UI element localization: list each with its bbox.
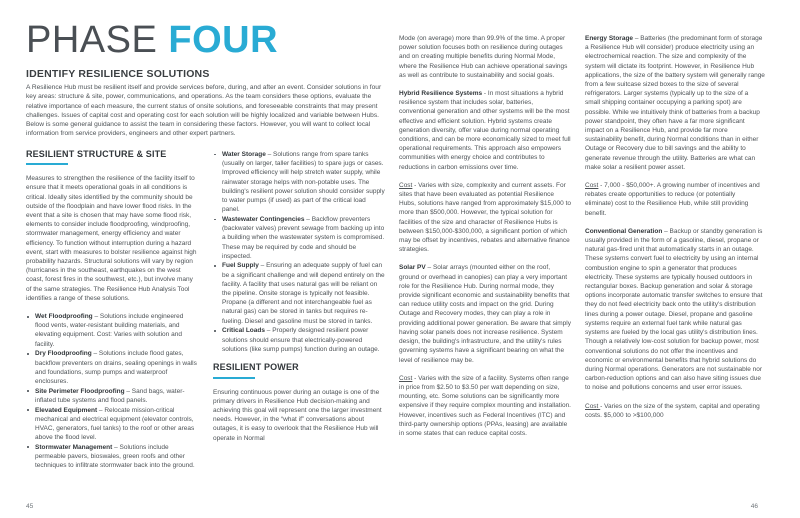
item-text: – Sand bags, water-inflated tube systems and flood panels. [35,387,185,404]
section-heading-power: RESILIENT POWER [213,362,299,373]
list-item [213,215,385,261]
power-entry-hybrid [399,89,571,172]
section-rule [213,377,255,379]
cost-text: - 7,000 - $50,000+. A growing number of incentives and rebates create opportunities to reduce (or potentially eliminate) cost to the Resilience Hub, while still providing benefit. [585,182,760,217]
list-item [26,387,198,405]
item-term: Site Perimeter Floodproofing [35,387,125,395]
page-title-accent: FOUR [168,19,279,61]
power-entry-conventional [585,227,765,393]
cost-text: - Varies with the size of a facility. Systems often range in price from $2.50 to $3.50 per watt depending on size, mounting, etc. Some solutions can be significantly more expensive if they require complex mounting and installation. However, incentives such as Federal Incentives (ITC) and third-party ownership options (PPAs, leasing) are available in some states that can reduce capital costs. [399,374,571,437]
list-item [213,261,385,325]
power-entry-solar [399,263,571,364]
power-entry-conventional-cost [585,402,765,420]
item-text: – Properly designed resilient power solutions should ensure that electrically-powered solutions (like sump pumps) function during an outage. [222,327,380,353]
power-entry-hybrid-cost [399,181,571,255]
item-text: – Solutions include engineered flood vents, water-resistant building materials, and elevating equipment. Cost: Varies with solution and facility. [35,313,184,348]
item-term: Fuel Supply [222,262,259,270]
power-entry-storage-cost [585,181,765,218]
entry-term: Solar PV [399,264,426,272]
column-2 [213,150,385,443]
cost-text: - Varies on the size of the system, capital and operating costs. $5,000 to >$100,000 [585,402,760,419]
entry-body: – Solar arrays (mounted either on the roof, ground or overhead in canopies) can play a very important role for the Resilience Hub. During normal mode, they provide significant economic and sustainability benefits that can reduce utility costs and impact on the grid. During Outage and Recovery modes, they can play a role in providing additional power generation. Be aware that simply having solar panels does not increase resilience. System design, the building's infrastructure, and the utility's rules governing systems have a significant bearing on what the level of resilience may be. [399,264,571,364]
item-text: – Ensuring an adequate supply of fuel can be a significant challenge and will depend entirely on the facility. A facility that uses natural gas will be reliant on the pipeline. Onsite storage is typically not feasible. Propane (a different and not interchangeable fuel as natural gas) can be stored in tanks but requires re-fueling. Diesel and gasoline must be stored in tanks. [222,262,385,325]
power-intro-part-a: Ensuring continuous power during an outage is one of the primary drivers in Resilience Hub decision-making and achieving this goal will represent one the larger investment needs. However, in the “what if” conversations about outages, it is easy to overlook that the Resilience Hub will operate in Normal [213,388,382,442]
item-term: Dry Floodproofing [35,350,92,358]
list-item [26,312,198,349]
structure-bullets-col1 [26,312,198,470]
page-title-main: PHASE [26,19,158,61]
item-text: – Solutions include permeable pavers, bioswales, green roofs and other techniques to infiltrate stormwater back into the ground. [35,443,195,470]
section-heading-structure: RESILIENT STRUCTURE & SITE [26,149,167,159]
cost-text: - Varies with size, complexity and current assets. For sites that have been evaluated as potential Resilience Hubs, solutions have ranged from approximately $15,000 to more than $500,000. However, the typical solution for facilities of the size and character of Resilience Hubs is between $150,000-$300,000, a significant portion of which may be offset by incentives, rebates and alternative finance strategies. [399,181,571,254]
structure-bullets-col2 [213,150,385,354]
item-term: Wastewater Contingencies [222,215,305,223]
cost-label: Cost [585,182,599,190]
item-term: Wet Floodproofing [35,313,93,321]
power-intro-part-b: Mode (on average) more than 99.9% of the time. A proper power solution focuses both on resilience during outages and on creating multiple benefits during Normal Mode, where the Resilience Hub can achieve operational savings as well as contribute to sustainability and social goals. [399,35,568,79]
page-number-right: 46 [750,503,758,510]
list-item [26,406,198,443]
structure-intro: Measures to strengthen the resilience of the facility itself to ensure that it meets operational goals in all conditions is critical. Ideally sites identified by the community should be outside of the floodplain and have lower flood risks. In the event that a site is chosen that may have some flood risk, elements to consider include floodproofing, windproofing, stormwater management, energy efficiency and water efficiency. To function without interruption during a hazard event, start with measures to bolster resilience against high probability hazards. Structural solutions will vary by region (hurricanes in the southeast, earthquakes on the west coast, forest fires in the southwest, etc.), but involve many of the same strategies. The Resilience Hub Analysis Tool identifies a range of these solutions. [26,175,197,302]
cost-label: Cost [399,181,413,189]
entry-body: – Backup or standby generation is usually provided in the form of a gasoline, diesel, propane or natural gas-fired unit that automatically starts in an outage. These systems convert fuel to electricity by using an internal combustion engine to spin a generator that produces electricity. These systems are typically housed outdoors in rectangular boxes. Backup generation and solar & storage options incorporate automatic transfer switches to ensure that they do not feed electricity back onto the utility's distribution lines during a power outage. Diesel, propane and gasoline systems require an external fuel tank while natural gas systems are fueled by the local gas utility's distribution lines. Though a relatively low-cost solution for backup power, most conventional solutions do not offer the incentives and economic or environmental benefits that hybrid solutions do during Normal operations. Generators are not sustainable nor carbon-reduction options and can also have siting issues due to noise and pollutions concerns and user error issues. [585,227,763,392]
entry-body: – Batteries (the predominant form of storage a Resilience Hub will consider) produce electricity using an electrochemical reaction. The size and complexity of the system will dictate its footprint. However, in Resilience Hub applications, the size of the battery system will generally range from a few suitcase sized boxes to the size of several refrigerators. Larger systems (typically up to the size of a small shipping container occupying a parking spot) are possible. While we intuitively think of batteries from a backup power standpoint, they often have a far more significant impact on a Resilience Hub, and provide far more sustainability benefit, during Normal conditions than in either Outage or Recovery due to bill savings and the ability to generate revenue through the utility. Batteries are what can make solar a resilient power asset. [585,35,765,171]
column-3 [399,34,571,438]
entry-term: Energy Storage [585,35,634,42]
item-term: Water Storage [222,151,266,158]
item-text: – Relocate mission-critical mechanical and electrical equipment (elevator controls, HVAC, generators, fuel tanks) to the roof or other areas above the flood level. [35,406,195,442]
cost-label: Cost [585,402,601,410]
item-term: Stormwater Management [35,443,113,451]
list-item [213,150,385,214]
list-item [26,349,198,386]
entry-body: - In most situations a hybrid resilience system that includes solar, batteries, conventional generation and other systems will be the most effective and efficient solution. Hybrid systems create generation diversity, offer value during normal operating conditions, and can be more economically sized to meet full operational requirements. This approach also empowers communities with energy choice and contributes to reductions in carbon emissions over time. [399,90,571,171]
item-text: – Solutions include flood gates, backflow preventers on drains, sealing openings in walls and foundations, sump pumps and waterproof enclosures. [35,350,197,385]
list-item [26,443,198,471]
list-item [213,326,385,354]
entry-term: Conventional Generation [585,227,663,235]
item-text: – Backflow preventers (backwater valves) prevent sewage from backing up into a building when the wastewater system is compromised. These may be required by code and should be inspected. [222,215,385,260]
page-subtitle: IDENTIFY RESILIENCE SOLUTIONS [26,68,210,80]
power-entry-storage [585,34,765,172]
item-term: Elevated Equipment [35,406,98,414]
entry-term: Hybrid Resilience Systems [399,90,483,98]
item-text: – Solutions range from spare tanks (usually on larger, taller facilities) to spare jugs or cases. Improved efficiency will help stretch water supply, while rainwater storage helps with non-potable uses. The building's resilient power solution should consider supply to water pumps (if used) as part of the critical load panel. [222,151,385,214]
column-1 [26,150,198,471]
item-term: Critical Loads [222,327,265,335]
column-container [26,0,778,518]
page-number-left: 45 [26,503,34,510]
power-entry-solar-cost [399,374,571,438]
cost-label: Cost [399,374,413,382]
intro-paragraph: A Resilience Hub must be resilient itself and provide services before, during, and after an event. Consider solutions in four key areas: structure & site, power, communications, and operations. As the team considers these options, evaluate the relative importance of each measure, the current status of onsite solutions, and foreseeable constraints that may present challenges. Issues of capital cost and operating cost for each solution will be highly localized and variable between Hubs. Below is some general guidance to assist the team in considering these factors. However, you will want to collect local information from service providers, engineers and other expert partners. [26,84,382,138]
column-4 [585,34,765,420]
section-rule [26,163,68,165]
